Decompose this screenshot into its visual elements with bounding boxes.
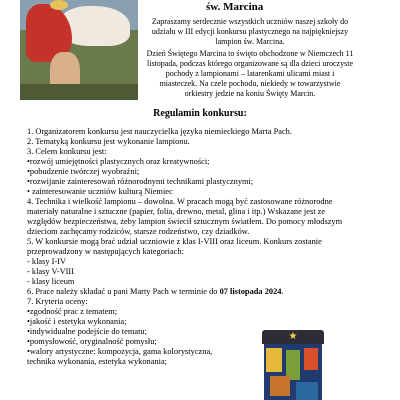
rule-item: 4. Technika i wielkość lampionu – dowolna. W pracach mogą być zastosowane różnorodne materiały naturalne i sztuczne (papier, folia, drewno, metal, glina i itp.) Wskazane jest ze względów bezpieczeństwa, żeby lampion świecił sztucznym światłem. Do pomocy młodszym dzieciom zachęcamy rodziców, starsze rodzeństwo, czy dziadków. xyxy=(27,197,343,236)
intro-paragraph: Dzień Świętego Marcina to święto obchodzone w Niemczech 11 listopada, podczas którego organizowane są dla dzieci uroczyste pochody z lampionami – latarenkami ulicami miast i miasteczek. Na czele pochodu, niekiedy w towarzystwie orkiestry jedzie na koniu Święty Marcin. xyxy=(146,49,354,98)
rule-6-text: 6. Prace należy składać u pani Marty Pach w terminie do xyxy=(27,287,220,296)
star-icon: ★ xyxy=(288,331,298,342)
criteria-item: •jakość i estetyka wykonania; xyxy=(27,317,127,326)
rule-6-end: . xyxy=(281,287,284,296)
regulamin-heading: Regulamin konkursu: xyxy=(153,108,247,119)
criteria-item: technika wykonania, estetyka wykonania; xyxy=(27,357,168,366)
goal-item: • zainteresowanie uczniów kulturą Niemiec xyxy=(27,187,173,196)
criteria-item: •pomysłowość, oryginalność pomysłu; xyxy=(27,337,157,346)
criteria-item: •zgodność prac z tematem; xyxy=(27,307,118,316)
deadline-date: 07 listopada 2024 xyxy=(219,287,282,296)
category-item: - klasy liceum xyxy=(27,277,75,286)
goal-item: •rozwijanie zainteresowań różnorodnymi technikami plastycznymi; xyxy=(27,177,254,186)
st-martin-painting xyxy=(20,0,138,100)
goal-item: •pobudzenie twórczej wyobraźni; xyxy=(27,167,140,176)
rule-item: 1. Organizatorem konkursu jest nauczycielka języka niemieckiego Marta Pach. xyxy=(27,127,292,136)
category-item: - klasy I-IV xyxy=(27,257,67,266)
criteria-item: •indywidualne podejście do tematu; xyxy=(27,327,147,336)
rule-item: 7. Kryteria oceny: xyxy=(27,297,88,306)
goal-item: •rozwój umiejętności plastycznych oraz kreatywności; xyxy=(27,157,210,166)
category-item: - klasy V-VIII xyxy=(27,267,74,276)
page-title: św. Marcina xyxy=(206,1,264,13)
lantern-photo xyxy=(262,330,324,400)
intro-text xyxy=(146,17,354,101)
rule-item: 2. Tematyką konkursu jest wykonanie lampionu. xyxy=(27,137,190,146)
rule-item: 3. Celem konkursu jest: xyxy=(27,147,107,156)
rule-item: 5. W konkursie mogą brać udział uczniowie z klas I-VIII oraz liceum. Konkurs zostanie przeprowadzony w następujących kategoriach: xyxy=(27,237,322,256)
rule-item xyxy=(27,287,352,297)
criteria-item: •walory artystyczne: kompozycja, gama kolorystyczna, xyxy=(27,347,213,356)
intro-paragraph: Zapraszamy serdecznie wszystkich uczniów naszej szkoły do udziału w III edycji konkursu plastycznego na najpiękniejszy lampion św. Marcina. xyxy=(151,17,349,46)
